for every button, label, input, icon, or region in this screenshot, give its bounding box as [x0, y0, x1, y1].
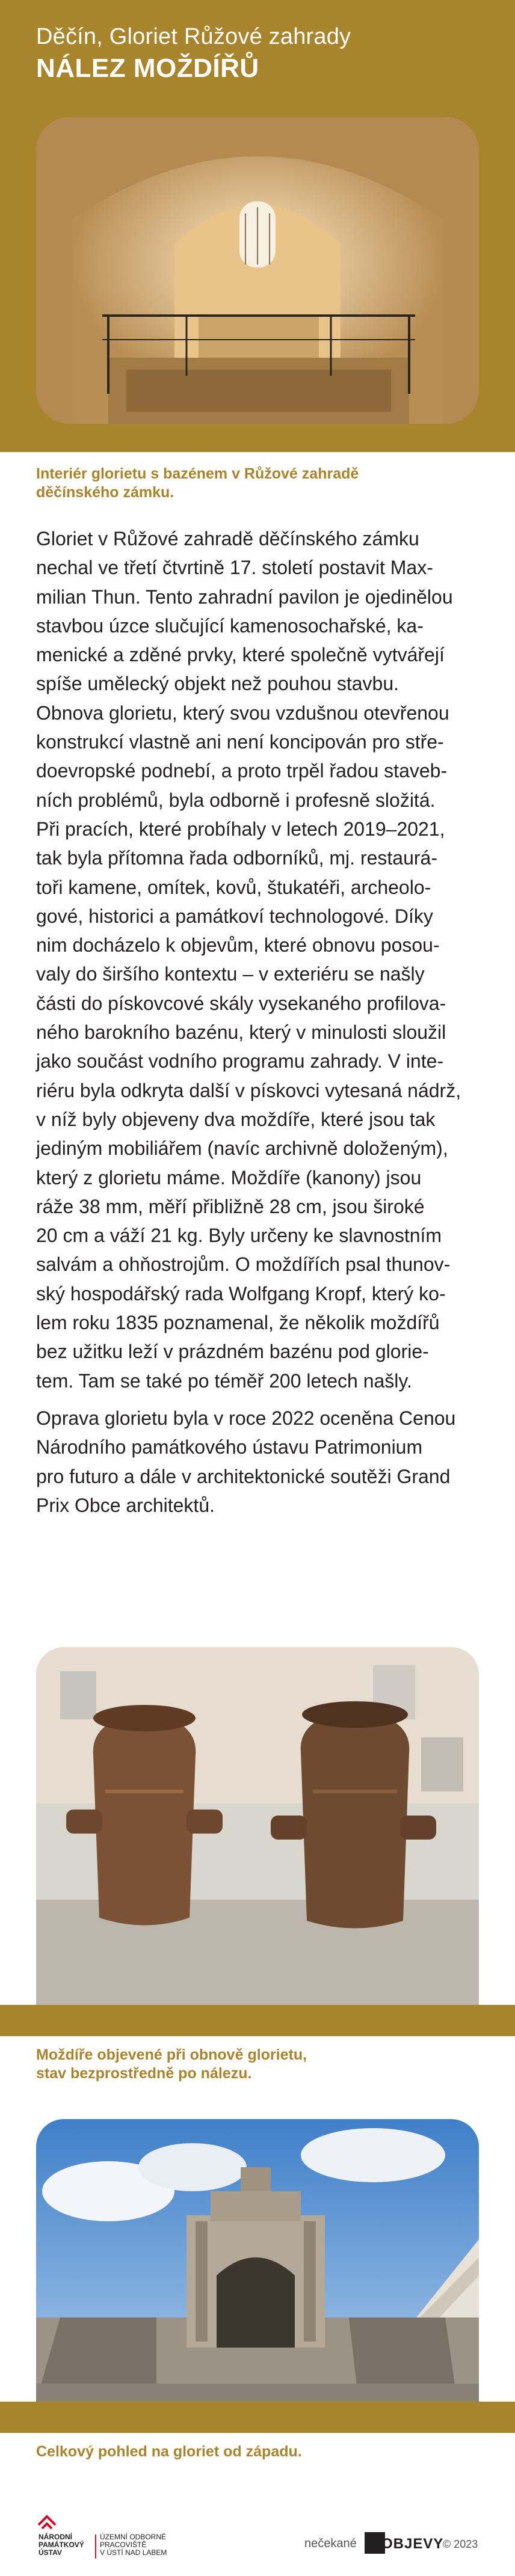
text-line: Gloriet v Růžové zahradě děčínského zámku: [36, 528, 419, 549]
photo-caption-3: [36, 2443, 457, 2461]
gloriet-exterior-photo: [36, 2119, 479, 2402]
text-line: spíše umělecký objekt než pouhou stavbu.: [36, 673, 399, 695]
text-line: nechal ve třetí čtvrtině 17. století postavit Max-: [36, 557, 433, 579]
article-paragraph-2: [36, 1404, 479, 1520]
gloriet-interior-photo: [36, 117, 479, 424]
npu-unit-line: ÚZEMNÍ ODBORNÉ: [100, 2533, 167, 2541]
photo-band-3: [0, 2402, 515, 2433]
page-title: NÁLEZ MOŽDÍŘŮ: [36, 54, 259, 83]
article-paragraph-1: [36, 524, 479, 1395]
npu-name-line: NÁRODNÍ: [39, 2533, 72, 2541]
photo-caption-2: [36, 2046, 457, 2083]
text-line: bez užitku leží v prázdném bazénu pod gloriе-: [36, 1341, 429, 1363]
place-name: Děčín, Gloriet Růžové zahrady: [36, 24, 351, 49]
text-line: milian Thun. Tento zahradní pavilon je ojedinělou: [36, 586, 453, 608]
text-line: Oprava glorietu byla v roce 2022 oceněna Cenou: [36, 1407, 456, 1429]
text-line: menické a zděné prvky, které společně vytvářejí: [36, 644, 445, 666]
text-line: ráže 38 mm, měří přibližně 28 cm, jsou široké: [36, 1195, 425, 1217]
photo-caption-1: [36, 465, 409, 502]
npu-name-line: ÚSTAV: [39, 2548, 62, 2557]
text-line: toři kamene, omítek, kovů, štukatéři, archeolo-: [36, 876, 431, 898]
text-line: lem roku 1835 poznamenal, že několik moždířů: [36, 1312, 440, 1334]
caption-line: Interiér glorietu s bazénem v Růžové zahradě: [36, 465, 359, 482]
text-line: Národního památkového ústavu Patrimonium: [36, 1436, 423, 1458]
brand-name: OBJEVY: [381, 2536, 444, 2552]
text-line: konstrukcí vlastně ani není koncipován pro stře-: [36, 731, 444, 753]
caption-line: stav bezprostředně po nálezu.: [36, 2065, 252, 2082]
caption-line: děčínského zámku.: [36, 484, 174, 501]
text-line: tem. Tam se také po téměř 200 letech našly.: [36, 1369, 412, 1392]
text-line: Při pracích, které probíhaly v letech 2019–2021,: [36, 818, 445, 840]
brand-year: © 2023: [443, 2538, 478, 2550]
caption-line: Celkový pohled na gloriet od západu.: [36, 2443, 302, 2460]
photo-band-2: [0, 2005, 515, 2036]
text-line: ský hospodářský rada Wolfgang Kropf, který ko-: [36, 1282, 446, 1305]
npu-unit-line: V ÚSTÍ NAD LABEM: [100, 2548, 167, 2557]
npu-unit-name: [100, 2533, 178, 2557]
npu-institution-name: [39, 2533, 87, 2557]
objevy-brand: [301, 2532, 481, 2556]
text-line: valy do širšího kontextu – v exteriéru se našly: [36, 963, 425, 985]
text-line: 20 cm a váží 21 kg. Byly určeny ke slavnostním: [36, 1225, 442, 1247]
npu-logo: [36, 2512, 193, 2557]
text-line: pro futuro a dále v architektonické soutěži Grand: [36, 1465, 451, 1487]
text-line: nim docházelo k objevům, které obnovu posou-: [36, 934, 440, 956]
text-line: ních problémů, byla odborně i profesně složitá.: [36, 789, 436, 811]
caption-line: Moždíře objevené při obnově glorietu,: [36, 2046, 307, 2063]
text-line: v níž byly objeveny dva moždíře, které jsou tak: [36, 1108, 436, 1130]
text-line: tak byla přítomna řada odborníků, mj. restaurá-: [36, 847, 437, 869]
brand-prefix: nečekané: [304, 2537, 357, 2550]
text-line: riéru byla odkryta další v pískovci vytesaná nádrž,: [36, 1079, 461, 1101]
text-line: který z glorietu máme. Moždíře (kanony) jsou: [36, 1166, 422, 1189]
text-line: Obnova glorietu, který svou vzdušnou otevřenou: [36, 702, 449, 724]
npu-divider: [95, 2535, 96, 2559]
text-line: jako součást vodního programu zahrady. V inte-: [36, 1050, 444, 1072]
text-line: části do pískovcové skály vysekaného profilova-: [36, 992, 446, 1014]
text-line: Prix Obce architektů.: [36, 1494, 215, 1516]
text-line: gové, historici a památkoví technologové. Díky: [36, 905, 433, 927]
text-line: salvám a ohňostrojům. O moždířích psal thunov-: [36, 1253, 451, 1276]
text-line: ného barokního bazénu, který v minulosti sloužil: [36, 1021, 446, 1044]
npu-unit-line: PRACOVIŠTĚ: [100, 2541, 147, 2549]
text-line: jediným mobiliářem (navíc archivně doloženým),: [36, 1137, 448, 1160]
mortars-photo: [36, 1647, 479, 2005]
npu-name-line: PAMÁTKOVÝ: [39, 2541, 84, 2549]
text-line: stavbou úzce slučující kamenosochařské, ka-: [36, 614, 424, 637]
npu-mark-icon: [36, 2512, 58, 2533]
text-line: doevropské podnebí, a proto trpěl řadou staveb-: [36, 760, 448, 782]
